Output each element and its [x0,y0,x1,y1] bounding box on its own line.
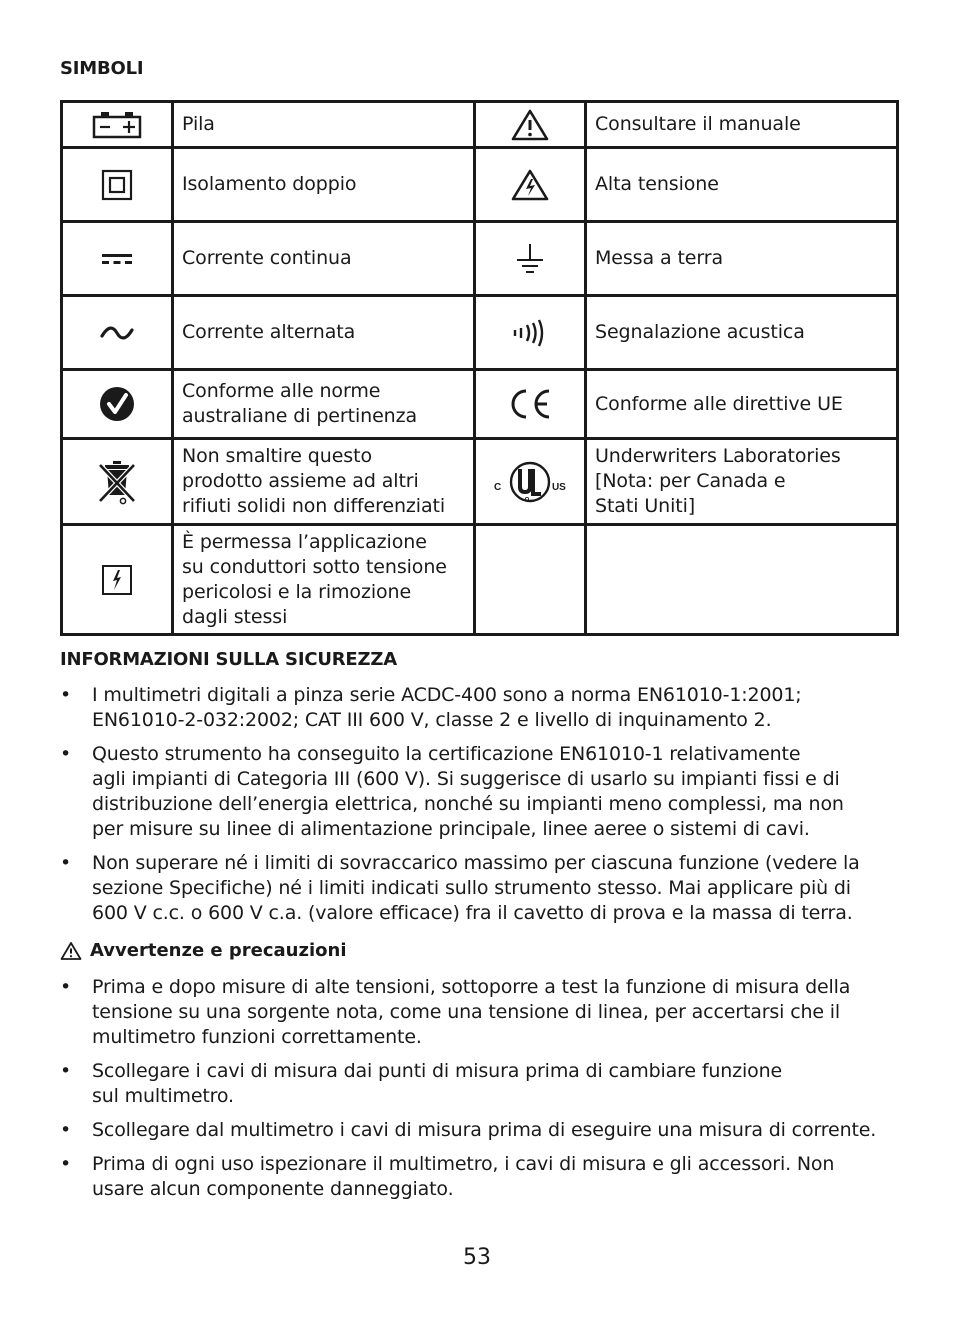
symbol-label: pericolosi e la rimozione [182,580,412,603]
double-insulation-icon [101,169,133,201]
safety-list [60,683,900,935]
warnings-heading-text: Avvertenze e precauzioni [90,940,347,961]
symbol-label-cell [586,222,898,296]
list-item [60,742,900,842]
safety-heading: INFORMAZIONI SULLA SICUREZZA [60,649,397,670]
symbol-label: Messa a terra [595,247,724,269]
warnings-heading [60,940,347,961]
list-item [60,683,900,733]
symbol-cell [62,148,173,222]
list-item-line: EN61010-2-032:2002; CAT III 600 V, classe 2 e livello di inquinamento 2. [92,709,772,731]
symbol-label: australiane di pertinenza [182,405,418,427]
symbol-row [62,439,898,525]
symbol-label: su conduttori sotto tensione [182,555,447,578]
symbol-label: Conforme alle direttive UE [595,392,843,415]
symbol-label: Conforme alle norme [182,380,381,402]
symbol-cell [62,296,173,370]
symbol-label-cell [586,370,898,439]
symbol-label: Stati Uniti] [595,495,696,517]
svg-text:US: US [552,481,566,493]
symbol-cell-empty [475,525,586,635]
alternating-current-icon [100,325,134,341]
ground-icon [514,242,546,276]
symbol-cell [62,525,173,635]
warning-triangle-icon [60,941,82,961]
symbol-label-cell [586,296,898,370]
warning-triangle-icon [510,108,550,142]
live-conductor-icon [101,564,133,596]
symbol-label-cell [173,296,475,370]
battery-icon [92,111,142,139]
high-voltage-icon [510,168,550,202]
symbol-label: Corrente alternata [182,321,356,343]
symbol-label-cell [173,370,475,439]
symbols-table [60,100,899,636]
symbol-label: Non smaltire questo [182,445,372,467]
symbol-cell [62,222,173,296]
c-tick-icon [98,385,136,423]
list-item-line: • I multimetri digitali a pinza serie ACDC-400 sono a norma EN61010-1:2001; [92,684,802,706]
symbol-label: Underwriters Laboratories [595,445,841,467]
weee-bin-icon [97,457,137,507]
list-item [60,1152,900,1202]
symbol-label-cell [586,102,898,148]
list-item-line: • Prima di ogni uso ispezionare il multimetro, i cavi di misura e gli accessori. Non [92,1153,835,1175]
symbol-label-cell [173,102,475,148]
list-item-line: tensione su una sorgente nota, come una tensione di linea, per accertarsi che il [92,1001,841,1023]
symbol-label: rifiuti solidi non differenziati [182,495,446,517]
list-item-line: sul multimetro. [92,1085,234,1107]
symbol-cell [475,370,586,439]
list-item-line: 600 V c.c. o 600 V c.a. (valore efficace) fra il cavetto di prova e la massa di terra. [92,902,853,924]
list-item [60,975,900,1050]
list-item [60,851,900,926]
list-item-line: • Questo strumento ha conseguito la certificazione EN61010-1 relativamente [92,743,801,765]
symbol-label: Consultare il manuale [595,113,801,135]
symbol-label: Isolamento doppio [182,173,357,195]
symbol-label: È permessa l’applicazione [182,530,427,553]
symbol-cell [475,296,586,370]
ul-mark-icon [493,460,567,504]
list-item-line: • Prima e dopo misure di alte tensioni, sottoporre a test la funzione di misura della [92,976,851,998]
symbol-cell [475,439,586,525]
list-item-line: multimetro funzioni correttamente. [92,1026,422,1048]
symbol-label-cell [173,439,475,525]
list-item-line: per misure su linee di alimentazione principale, linee aeree o sistemi di cavi. [92,818,810,840]
symbol-cell [62,370,173,439]
symbol-cell [62,102,173,148]
symbol-row [62,102,898,148]
symbol-cell [475,148,586,222]
symbol-label-cell [173,525,475,635]
ce-mark-icon [507,387,553,421]
list-item-line: usare alcun componente danneggiato. [92,1178,454,1200]
list-item-line: sezione Specifiche) né i limiti indicati sullo strumento stesso. Mai applicare più di [92,877,851,899]
symbol-row [62,296,898,370]
symbol-cell [475,222,586,296]
symbol-label-cell [173,222,475,296]
warnings-list [60,975,900,1211]
list-item-line: agli impianti di Categoria III (600 V). Si suggerisce di usarlo su impianti fissi e di [92,768,840,790]
direct-current-icon [100,251,134,267]
page-number: 53 [463,1245,491,1270]
symbol-label-cell [173,148,475,222]
list-item-line: • Non superare né i limiti di sovraccarico massimo per ciascuna funzione (vedere la [92,852,860,874]
symbol-label: Corrente continua [182,247,352,269]
symbol-label: prodotto assieme ad altri [182,470,419,492]
symbol-label: [Nota: per Canada e [595,470,786,492]
symbol-row [62,222,898,296]
list-item [60,1118,900,1143]
symbol-label-cell [586,439,898,525]
symbols-heading: SIMBOLI [60,58,144,79]
symbol-label: Alta tensione [595,173,719,195]
symbol-cell [475,102,586,148]
symbol-label: Segnalazione acustica [595,321,805,343]
symbol-cell [62,439,173,525]
symbol-label-cell [586,148,898,222]
beeper-icon [511,318,549,348]
symbol-row [62,370,898,439]
symbol-label: Pila [182,113,215,135]
list-item [60,1059,900,1109]
list-item-line: • Scollegare i cavi di misura dai punti di misura prima di cambiare funzione [92,1060,783,1082]
list-item-line: • Scollegare dal multimetro i cavi di misura prima di eseguire una misura di corrente. [92,1119,877,1141]
symbol-label-cell-empty [586,525,898,635]
symbol-label: dagli stessi [182,605,288,628]
list-item-line: distribuzione dell’energia elettrica, nonché su impianti meno complessi, ma non [92,793,844,815]
symbol-row [62,525,898,635]
svg-text:C: C [494,481,502,493]
symbol-row [62,148,898,222]
